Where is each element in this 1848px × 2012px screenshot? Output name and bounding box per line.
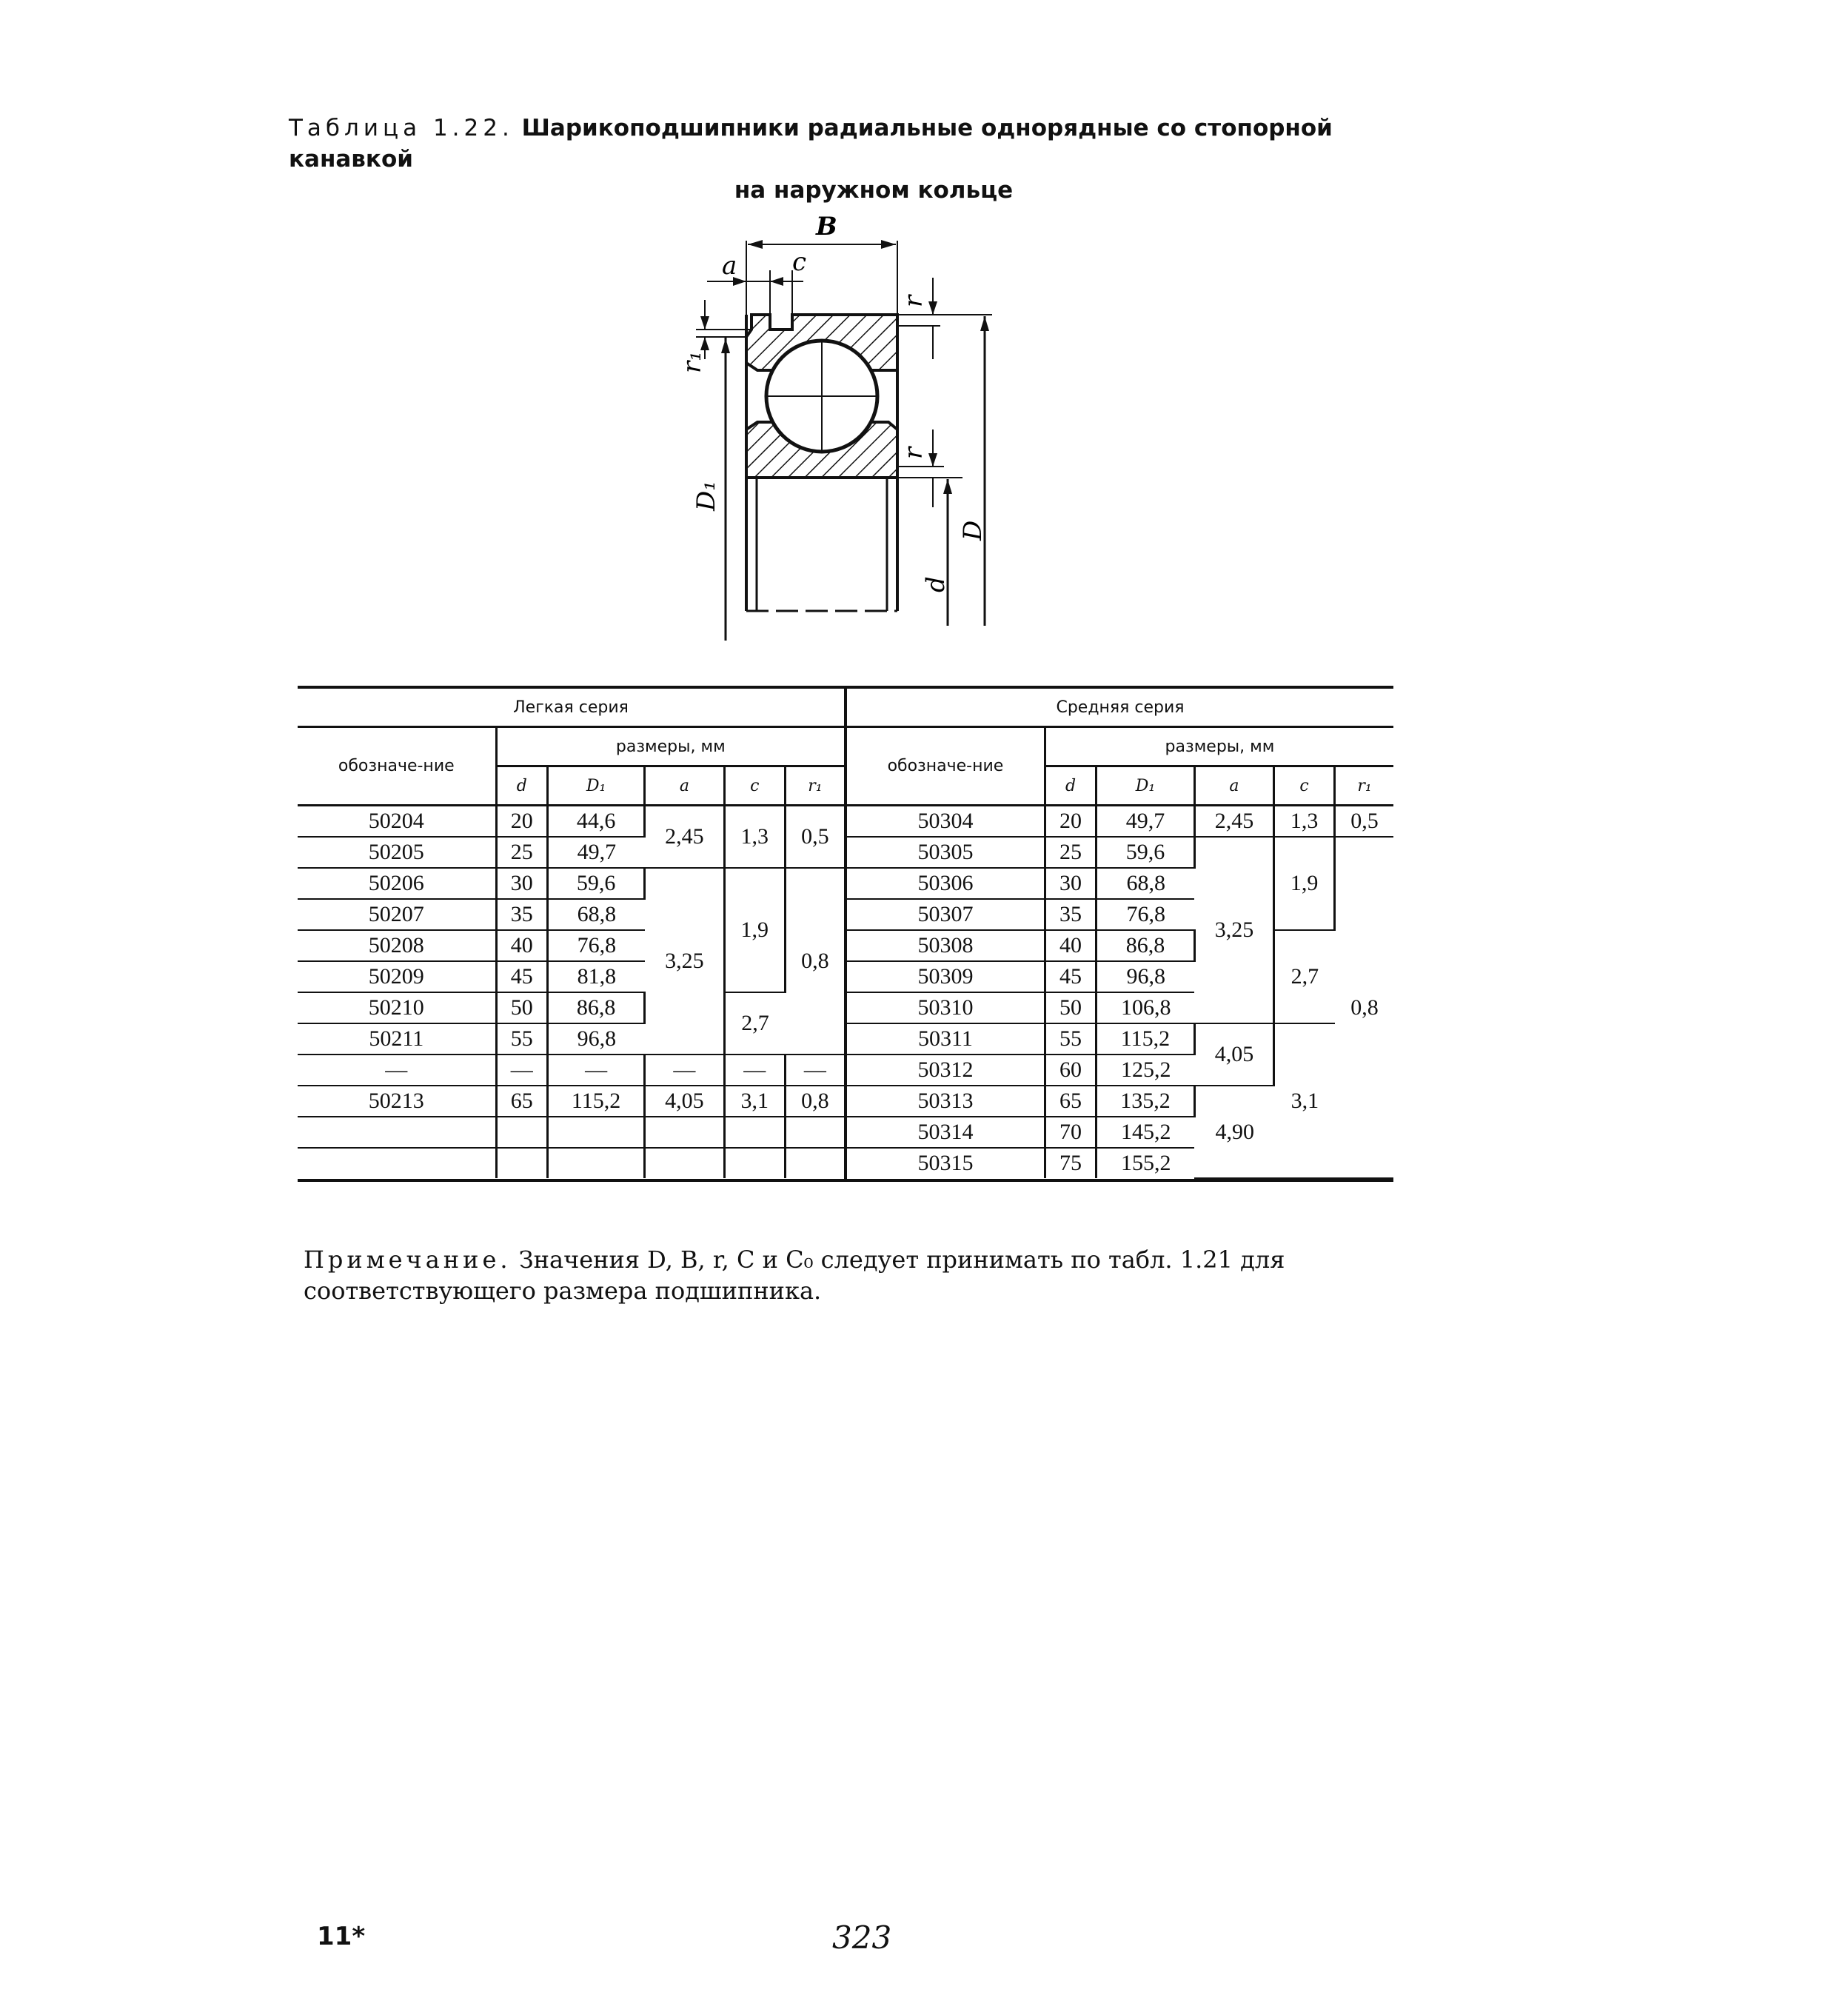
- a-value: 3,25: [1194, 837, 1273, 1023]
- designation: 50312: [847, 1055, 1045, 1086]
- designation: 50309: [847, 961, 1045, 992]
- table-row: [298, 868, 844, 899]
- D1-value: 155,2: [1120, 1151, 1171, 1175]
- designation: 50207: [298, 899, 496, 930]
- table-row: [847, 837, 1393, 868]
- note-lead: Примечание.: [304, 1246, 512, 1274]
- r1-value: 0,8: [785, 1086, 844, 1117]
- table-row: [298, 1086, 844, 1117]
- designation: 50206: [298, 868, 496, 899]
- D1-value: 59,6: [548, 868, 645, 899]
- medium-col-D1: D₁: [1097, 766, 1195, 806]
- c-value: 3,1: [724, 1086, 785, 1117]
- designation: 50209: [298, 961, 496, 992]
- table-title-line1: Шарикоподшипники радиальные однорядные со стопорной канавкой: [289, 115, 1333, 173]
- designation: 50313: [847, 1086, 1045, 1117]
- designation: 50311: [847, 1023, 1045, 1055]
- designation: 50315: [847, 1148, 1045, 1178]
- c-value: 3,1: [1274, 1023, 1335, 1178]
- D1-value: 86,8: [1097, 930, 1195, 961]
- c-value: 2,7: [1274, 930, 1335, 1023]
- light-col-D1: D₁: [548, 766, 645, 806]
- table-title: [289, 113, 1414, 206]
- medium-col-a: a: [1194, 766, 1273, 806]
- D1-value: 135,2: [1097, 1086, 1195, 1117]
- D1-value: 68,8: [1097, 868, 1195, 899]
- D1-value: 49,7: [548, 837, 645, 868]
- page-number: 323: [832, 1919, 892, 1956]
- designation: 50205: [298, 837, 496, 868]
- a-value: 2,45: [645, 806, 725, 869]
- designation: 50306: [847, 868, 1045, 899]
- D1-value: 76,8: [548, 930, 645, 961]
- D1-value: 59,6: [1097, 837, 1195, 868]
- diagram-label-B: B: [816, 212, 837, 241]
- designation: 50304: [847, 806, 1045, 838]
- d-value: 25: [496, 837, 547, 868]
- bearing-tables: [298, 686, 1393, 1182]
- D1-value: 76,8: [1097, 899, 1195, 930]
- table-row: [298, 806, 844, 838]
- medium-sizes-header: размеры, мм: [1045, 727, 1393, 766]
- light-col-d: d: [496, 766, 547, 806]
- designation: 50305: [847, 837, 1045, 868]
- c-value: 2,7: [724, 992, 785, 1055]
- d-value: 20: [496, 806, 547, 838]
- light-col-r1: r₁: [785, 766, 844, 806]
- d-value: 45: [496, 961, 547, 992]
- light-sizes-header: размеры, мм: [496, 727, 844, 766]
- D1-value: 96,8: [1097, 961, 1195, 992]
- d-value: 35: [1045, 899, 1096, 930]
- d-value: 55: [496, 1023, 547, 1055]
- d-value: 75: [1045, 1148, 1096, 1178]
- c-value: 1,3: [724, 806, 785, 869]
- medium-col-c: c: [1274, 766, 1335, 806]
- D1-value: 49,7: [1097, 806, 1195, 838]
- r1-value: 0,5: [1335, 806, 1393, 838]
- signature-mark: 11*: [317, 1922, 366, 1951]
- c-value: 1,9: [724, 868, 785, 992]
- medium-series-title: Средняя серия: [847, 689, 1393, 727]
- r1-value: 0,5: [785, 806, 844, 869]
- D1-value: 115,2: [548, 1086, 645, 1117]
- a-value: 4,05: [645, 1086, 725, 1117]
- light-series-table: [298, 689, 844, 1178]
- table-row: [847, 1023, 1393, 1055]
- d-value: 30: [496, 868, 547, 899]
- medium-series: [844, 689, 1393, 1179]
- designation: 50213: [298, 1086, 496, 1117]
- D1-value: 125,2: [1097, 1055, 1195, 1086]
- d-value: 65: [496, 1086, 547, 1117]
- d-value: 50: [496, 992, 547, 1023]
- table-row: [298, 992, 844, 1023]
- table-row: [298, 1055, 844, 1086]
- D1-value: 115,2: [1097, 1023, 1195, 1055]
- diagram-label-c: c: [792, 247, 807, 277]
- D1-value: 81,8: [548, 961, 645, 992]
- D1-value: 106,8: [1097, 992, 1195, 1023]
- D1-value: 96,8: [548, 1023, 645, 1055]
- d-value: 60: [1045, 1055, 1096, 1086]
- medium-designation-header: обозначе-ние: [847, 727, 1045, 806]
- table-row: [847, 806, 1393, 838]
- c-value: —: [724, 1055, 785, 1086]
- a-value: 2,45: [1194, 806, 1273, 838]
- designation: 50310: [847, 992, 1045, 1023]
- d-value: 45: [1045, 961, 1096, 992]
- bearing-diagram: [652, 211, 1037, 655]
- note-text: Значения D, B, r, C и C₀ следует принимать по табл. 1.21 для соответствующего размера подшипника.: [304, 1246, 1285, 1305]
- designation: 50208: [298, 930, 496, 961]
- D1-value: 68,8: [548, 899, 645, 930]
- d-value: 35: [496, 899, 547, 930]
- d-value: 20: [1045, 806, 1096, 838]
- d-value: 25: [1045, 837, 1096, 868]
- r1-value: 0,8: [1335, 837, 1393, 1178]
- d-value: 50: [1045, 992, 1096, 1023]
- medium-col-d: d: [1045, 766, 1096, 806]
- d-value: 65: [1045, 1086, 1096, 1117]
- designation: 50204: [298, 806, 496, 838]
- table-row: [847, 930, 1393, 961]
- D1-value: 145,2: [1097, 1117, 1195, 1148]
- designation: 50308: [847, 930, 1045, 961]
- d-value: 30: [1045, 868, 1096, 899]
- diagram-label-r-bottom: r: [899, 447, 928, 459]
- a-value: —: [645, 1055, 725, 1086]
- c-value: 1,3: [1274, 806, 1335, 838]
- note: [304, 1244, 1399, 1306]
- diagram-label-D1: D₁: [692, 481, 721, 511]
- d-value: 55: [1045, 1023, 1096, 1055]
- empty-row: [298, 1117, 844, 1148]
- medium-col-r1: r₁: [1335, 766, 1393, 806]
- designation: 50314: [847, 1117, 1045, 1148]
- d-value: —: [496, 1055, 547, 1086]
- c-value: 1,9: [1274, 837, 1335, 930]
- designation: —: [298, 1055, 496, 1086]
- light-col-c: c: [724, 766, 785, 806]
- a-value: 4,90: [1194, 1086, 1273, 1178]
- d-value: 40: [496, 930, 547, 961]
- a-value: 4,05: [1194, 1023, 1273, 1086]
- r1-value: —: [785, 1055, 844, 1086]
- light-series: [298, 689, 844, 1179]
- diagram-label-d: d: [921, 576, 951, 592]
- light-designation-header: обозначе-ние: [298, 727, 496, 806]
- designation: 50307: [847, 899, 1045, 930]
- light-col-a: a: [645, 766, 725, 806]
- table-number: Таблица 1.22.: [289, 115, 514, 141]
- designation: 50211: [298, 1023, 496, 1055]
- a-value: 3,25: [645, 868, 725, 1055]
- table-title-line2: на наружном кольце: [734, 177, 1014, 204]
- D1-value: —: [548, 1055, 645, 1086]
- empty-row: [298, 1148, 844, 1178]
- diagram-label-a: a: [722, 251, 737, 281]
- light-series-title: Легкая серия: [298, 689, 844, 727]
- diagram-label-r1: r₁: [677, 351, 707, 373]
- diagram-label-r-top: r: [899, 295, 928, 307]
- D1-value: 44,6: [548, 806, 645, 838]
- D1-value: 86,8: [548, 992, 645, 1023]
- designation: 50210: [298, 992, 496, 1023]
- medium-series-table: [847, 689, 1393, 1179]
- d-value: 40: [1045, 930, 1096, 961]
- d-value: 70: [1045, 1117, 1096, 1148]
- diagram-label-D: D: [958, 520, 988, 541]
- r1-value: 0,8: [785, 868, 844, 1055]
